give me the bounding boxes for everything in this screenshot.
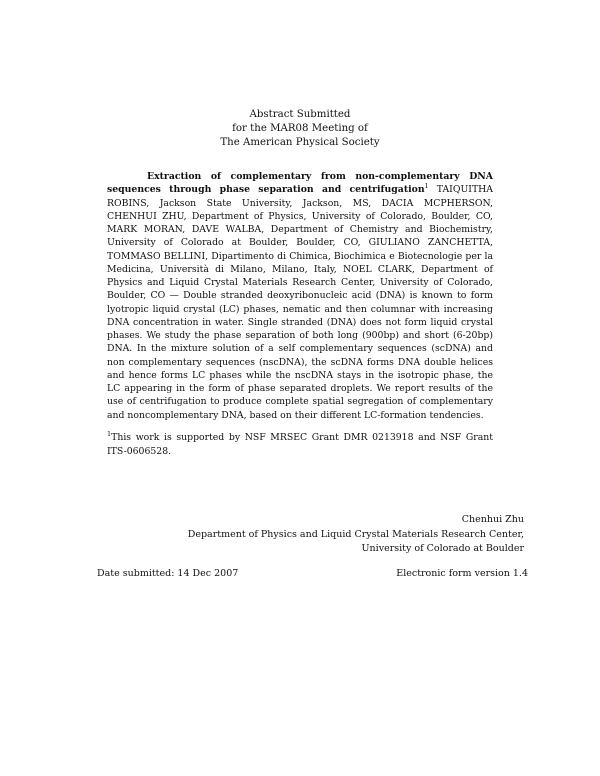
abstract-title: Extraction of complementary from non-complementary DNA sequences through phase separation and centrifugation xyxy=(107,171,493,196)
footnote-text: This work is supported by NSF MRSEC Grant DMR 0213918 and NSF Grant ITS-0606528. xyxy=(107,432,493,457)
submission-header xyxy=(0,108,600,150)
footnote-paragraph xyxy=(107,431,493,459)
submitter-affiliation-line-2: University of Colorado at Boulder xyxy=(361,543,524,554)
date-submitted: Date submitted: 14 Dec 2007 xyxy=(97,568,239,579)
footnote xyxy=(107,431,493,459)
submitter-affiliation-line-1: Department of Physics and Liquid Crystal Materials Research Center, xyxy=(187,528,524,540)
footnote-mark: 1 xyxy=(107,430,112,438)
header-line-2: for the MAR08 Meeting of xyxy=(232,123,368,134)
abstract-paragraph xyxy=(107,170,493,422)
submitter-block xyxy=(188,513,524,557)
form-version: Electronic form version 1.4 xyxy=(396,568,528,579)
submitter-name: Chenhui Zhu xyxy=(461,514,524,525)
title-footnote-mark: 1 xyxy=(424,182,429,191)
header-line-1: Abstract Submitted xyxy=(249,109,351,120)
page-footer xyxy=(97,568,528,579)
abstract-block xyxy=(107,170,493,422)
header-line-3: The American Physical Society xyxy=(220,137,380,148)
abstract-body: TAIQUITHA ROBINS, Jackson State University, Jackson, MS, DACIA MCPHERSON, CHENHUI ZHU, Department of Physics, University of Colorado, Boulder, CO, MARK MORAN, DAVE WALBA, Department of Chemistry and Biochemistry, University of Colorado at Boulder, Boulder, CO, GIULIANO ZANCHETTA, TOMMASO BELLINI, Dipartimento di Chimica, Biochimica e Biotecnologie per la Medicina, Università di Milano, Milano, Italy, NOEL CLARK, Department of Physics and Liquid Crystal Materials Research Center, University of Colorado, Boulder, CO — Double stranded deoxyribonucleic acid (DNA) is known to form lyotropic liquid crystal (LC) phases, nematic and then columnar with increasing DNA concentration in water. Single stranded (DNA) does not form liquid crystal phases. We study the phase separation of both long (900bp) and short (6-20bp) DNA. In the mixture solution of a self complementary sequences (scDNA) and non complementary sequences (nscDNA), the scDNA forms DNA double helices and hence forms LC phases while the nscDNA stays in the isotropic phase, the LC appearing in the form of phase separated droplets. We report results of the use of centrifugation to produce complete spatial segregation of complementary and noncomplementary DNA, based on their different LC-formation tendencies. xyxy=(107,184,493,421)
